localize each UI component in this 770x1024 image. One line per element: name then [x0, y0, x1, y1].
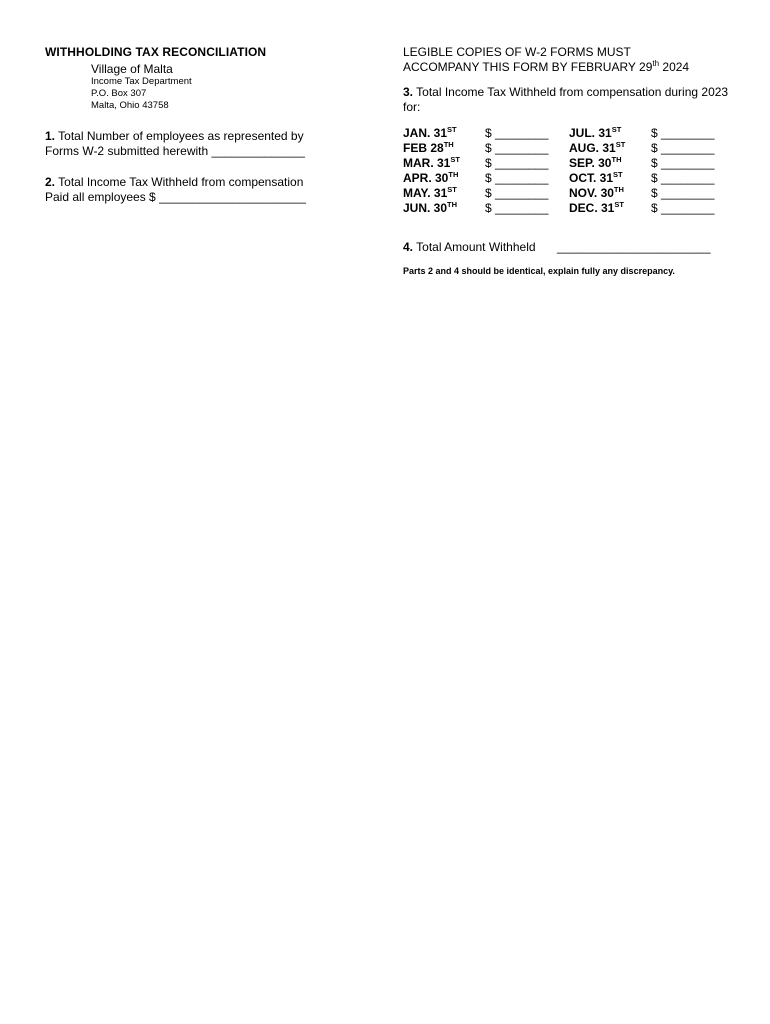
month-label: SEP. 30TH	[569, 155, 622, 170]
question-3-number: 3.	[403, 85, 414, 99]
question-2	[45, 175, 325, 205]
month-row	[403, 141, 733, 156]
month-amount-field[interactable]: $ ________	[651, 156, 715, 170]
month-label: AUG. 31ST	[569, 140, 626, 155]
month-label: MAY. 31ST	[403, 185, 457, 200]
left-column	[45, 45, 325, 205]
address-line: Income Tax Department	[91, 76, 192, 87]
question-4-label: 4. Total Amount Withheld	[403, 240, 536, 254]
month-label: FEB 28TH	[403, 140, 454, 155]
month-amount-field[interactable]: $ ________	[485, 141, 549, 155]
notice-line-2: ACCOMPANY THIS FORM BY FEBRUARY 29th 2024	[403, 59, 690, 74]
monthly-withholding-grid	[403, 126, 733, 218]
village-name: Village of Malta	[91, 62, 173, 76]
month-amount-field[interactable]: $ ________	[485, 186, 549, 200]
month-amount-field[interactable]: $ ________	[485, 171, 549, 185]
month-amount-field[interactable]: $ ________	[485, 126, 549, 140]
total-withheld-field[interactable]: Paid all employees $ ______________________	[45, 190, 306, 204]
notice-line-1: LEGIBLE COPIES OF W-2 FORMS MUST	[403, 45, 631, 59]
month-label: JUN. 30TH	[403, 200, 458, 215]
address-line: Malta, Ohio 43758	[91, 100, 169, 111]
question-1-text: Total Number of employees as represented by	[58, 129, 304, 143]
month-amount-field[interactable]: $ ________	[485, 156, 549, 170]
question-3-text: Total Income Tax Withheld from compensation during 2023 for:	[403, 85, 729, 114]
month-amount-field[interactable]: $ ________	[651, 201, 715, 215]
question-1	[45, 129, 325, 159]
month-label: NOV. 30TH	[569, 185, 624, 200]
month-amount-field[interactable]: $ ________	[651, 141, 715, 155]
month-row	[403, 156, 733, 171]
question-3	[403, 85, 733, 115]
form-title: WITHHOLDING TAX RECONCILIATION	[45, 45, 267, 59]
question-2-number: 2.	[45, 175, 56, 189]
right-column	[403, 45, 733, 276]
question-2-text: Total Income Tax Withheld from compensation	[58, 175, 304, 189]
deadline-notice	[403, 45, 733, 75]
month-label: APR. 30TH	[403, 170, 459, 185]
month-label: OCT. 31ST	[569, 170, 623, 185]
employee-count-field[interactable]: Forms W-2 submitted herewith ______________	[45, 144, 305, 158]
month-amount-field[interactable]: $ ________	[651, 186, 715, 200]
month-label: MAR. 31ST	[403, 155, 460, 170]
month-amount-field[interactable]: $ ________	[651, 171, 715, 185]
total-amount-field[interactable]: _______________________	[557, 240, 711, 254]
month-row	[403, 201, 733, 216]
month-label: JAN. 31ST	[403, 125, 457, 140]
month-label: JUL. 31ST	[569, 125, 622, 140]
department-address	[91, 76, 325, 112]
month-amount-field[interactable]: $ ________	[651, 126, 715, 140]
address-line: P.O. Box 307	[91, 88, 147, 99]
question-4	[403, 240, 733, 255]
month-row	[403, 186, 733, 201]
month-row	[403, 171, 733, 186]
discrepancy-note: Parts 2 and 4 should be identical, explain fully any discrepancy.	[403, 266, 675, 276]
month-row	[403, 126, 733, 141]
month-amount-field[interactable]: $ ________	[485, 201, 549, 215]
question-1-number: 1.	[45, 129, 56, 143]
month-label: DEC. 31ST	[569, 200, 624, 215]
